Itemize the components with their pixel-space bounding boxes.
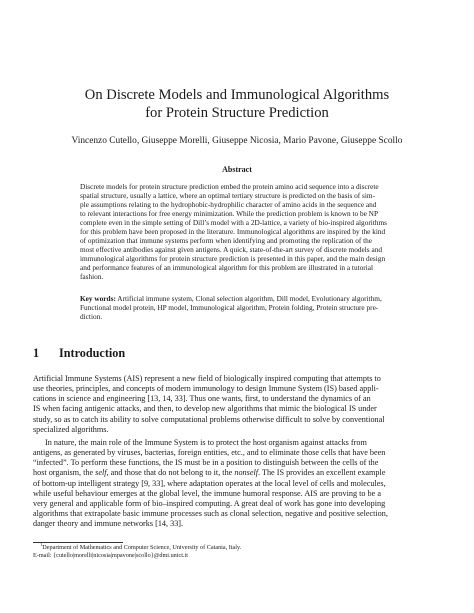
- footnote-rule: [33, 542, 123, 543]
- paragraph-line: IS when facing antigenic attacks, and then, to develop new algorithms that mimic the biological IS under: [33, 404, 377, 414]
- affiliation-text: Department of Mathematics and Computer Science, University of Catania, Italy.: [42, 544, 242, 551]
- abstract-line: most effective antibodies against given antigens. A quick, state-of-the-art survey of discrete models and: [80, 245, 382, 255]
- section-title: Introduction: [59, 346, 126, 360]
- abstract-line: and performance features of an immunological algorithm for this problem are illustrated in a tutorial: [80, 263, 373, 273]
- paper-title: [60, 86, 414, 122]
- abstract-line: for this problem have been proposed in the literature. Immunological algorithms are inspired by the kind: [80, 227, 386, 237]
- section-heading-introduction: [33, 346, 125, 360]
- paragraph-line: antigens, as generated by viruses, bacterias, foreign entities, etc., and to eliminate those cells that have been: [33, 448, 386, 458]
- author-list: Vincenzo Cutello, Giuseppe Morelli, Giuseppe Nicosia, Mario Pavone, Giuseppe Scollo: [71, 136, 403, 146]
- keywords-line-1: [80, 294, 394, 303]
- abstract-line: immunological algorithms for protein structure prediction is presented in this paper, and the main design: [80, 254, 386, 264]
- abstract-line: to relevant interactions for free energy minimization. While the prediction problem is known to be NP: [80, 209, 379, 219]
- text-run: . The IS provides an excellent example: [258, 468, 386, 478]
- paragraph-line: algorithms that extrapolate basic immune processes such as clonal selection, negative and positive selection,: [33, 509, 388, 519]
- abstract-line: fashion.: [80, 272, 104, 282]
- paragraph-line: Artificial Immune Systems (AIS) represent a new field of biologically inspired computing that attempts to: [33, 374, 381, 383]
- paragraph-line: “infected”. To perform these functions, the IS must be in a position to distinguish between the cells of the: [33, 458, 379, 468]
- paragraph-line: very general and applicable form of bio–inspired computing. A great deal of work has gone into developing: [33, 498, 386, 508]
- abstract-line: complete even in the simple setting of Dill’s model with a 2D-lattice, a variety of bio-inspired algorithms: [80, 218, 388, 228]
- footnote-marker: 1: [40, 541, 43, 547]
- abstract-line: of optimization that immune systems perform when identifying and promoting the replication of the: [80, 236, 373, 246]
- intro-paragraph-2: [33, 438, 441, 529]
- paragraph-line: of bottom-up intelligent strategy [9, 33], where adaptation operates at the local level of cells and molecules,: [33, 478, 386, 488]
- title-line-2: for Protein Structure Prediction: [145, 105, 329, 121]
- keywords-line-3: diction.: [80, 312, 103, 322]
- paragraph-line: danger theory and immune networks [14, 33].: [33, 519, 184, 529]
- paragraph-line: cations in science and engineering [13, 14, 33]. Thus one wants, first, to understand the dynamics of an: [33, 394, 371, 404]
- abstract-line: ple assumptions relating to the hydrophobic-hydrophilic character of amino acids in the sequence and: [80, 200, 377, 210]
- text-run: , and those that do not belong to it, the: [106, 468, 235, 478]
- abstract-body: [80, 182, 394, 282]
- keywords-line-2: Functional model protein, HP model, Immunological algorithm, Protein folding, Protein structure pre-: [80, 303, 379, 313]
- footnote-line-1: [33, 541, 242, 552]
- keywords-text: Artificial immune system, Clonal selection algorithm, Dill model, Evolutionary algorithm,: [117, 294, 382, 303]
- abstract-line: spatial structure, usually a lattice, where an optimal tertiary structure is predicted on the basis of sim-: [80, 191, 376, 201]
- self-term: self: [95, 468, 107, 478]
- keywords-block: [80, 294, 394, 321]
- intro-paragraph-1: [33, 374, 441, 435]
- nonself-term: nonself: [234, 468, 259, 478]
- paragraph-line: In nature, the main role of the Immune System is to protect the host organism against attacks from: [45, 438, 367, 447]
- keywords-label: Key words:: [80, 294, 116, 303]
- paragraph-line-self-nonself: [33, 468, 441, 478]
- paragraph-line: use theories, principles, and concepts of modern immunology to design Immune System (IS) based appli-: [33, 384, 379, 394]
- paragraph-line: study, so as to catch its ability to solve computational problems otherwise difficult to solve by conventional: [33, 414, 385, 424]
- title-line-1: On Discrete Models and Immunological Algorithms: [84, 87, 390, 103]
- paragraph-line: while useful behaviour emerges at the global level, the immune humoral response. AIS are proving to be a: [33, 488, 381, 498]
- abstract-heading: Abstract: [222, 165, 252, 174]
- footnote: [33, 541, 242, 560]
- section-number: 1: [33, 346, 40, 360]
- paragraph-line: specialized algorithms.: [33, 424, 109, 434]
- abstract-line: Discrete models for protein structure prediction embed the protein amino acid sequence into a discrete: [80, 182, 379, 191]
- text-run: host organism, the: [33, 468, 96, 478]
- footnote-email: E-mail: {cutello|morelli|nicosia|mpavone|scollo}@dmi.unict.it: [33, 552, 188, 559]
